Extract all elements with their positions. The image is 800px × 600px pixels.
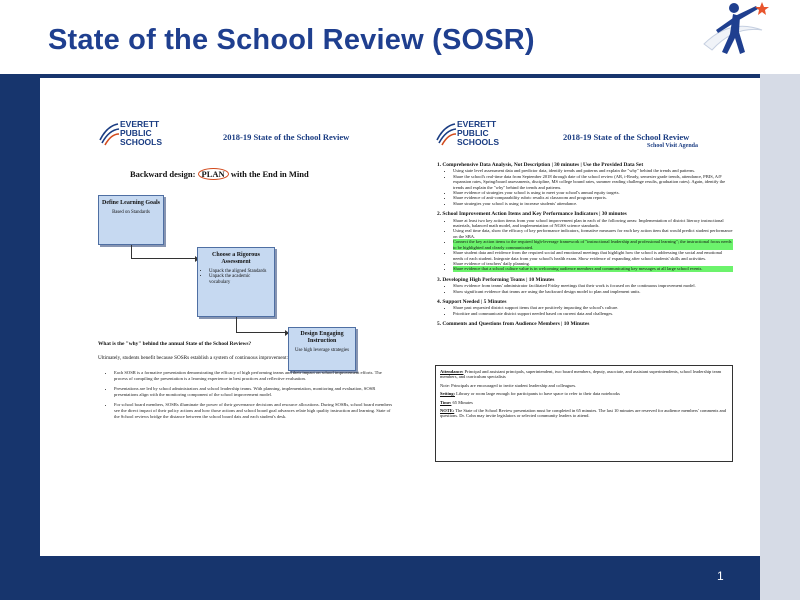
agenda-item: • Show evidence from teams' administrator facilitated Friday meetings that their work is focused on the continuous improvement model. (453, 283, 733, 288)
agenda-item-list (437, 168, 733, 206)
agenda-section (437, 299, 733, 316)
logo-line: PUBLIC (120, 128, 152, 138)
logo-line: EVERETT (457, 119, 497, 129)
flow-box-subtitle: Use high leverage strategies (295, 347, 349, 353)
final-note-text: The State of the School Review presentation must be completed in 65 minutes. The last 10 minutes are reserved for audience members' comments and questions. Dr. Cohn may invite legislators or selected community leaders to attend. (440, 408, 726, 419)
document-image-panel (40, 78, 760, 556)
why-bullet-list (108, 370, 394, 424)
agenda-item: • Share the school's real-time data from September 2018 through date of the school review (AR, i-Ready, semester grade trends, attendance, PBIS, A/F expansion rates, Spring/board assessments, discipline, MS college bound rates, summer reading challenge results, graduation rates). Again, identify the trends and explain the "why" behind the trends and patterns. (453, 174, 733, 190)
flow-box-subtitle: Based on Standards (112, 209, 150, 215)
flow-box-choose-assessment (197, 247, 275, 317)
agenda-section-title: 1. Comprehensive Data Analysis, Not Description | 30 minutes | Use the Provided Data Set (437, 162, 644, 168)
agenda-section-title: 4. Support Needed | 5 Minutes (437, 298, 507, 305)
why-heading: What is the "why" behind the annual State of the School Reviews? (98, 341, 252, 347)
flow-box-title: Define Learning Goals (102, 200, 160, 206)
agenda-item: • Using state level assessment data and predictor data, identify trends and patterns and explain the "why" behind the trends and patterns. (453, 168, 733, 173)
flow-box-bullets (201, 269, 271, 286)
agenda-section-title: 2. School Improvement Action Items and Key Performance Indicators | 30 minutes (437, 211, 627, 218)
district-logo-icon (435, 120, 457, 146)
agenda-item: • Share student data and evidence from the required social and emotional meetings that highlight how the school is addressing the social and emotional needs of each student. Integrate data from your school's health exam. Show evidence of expanding after school students' skills and activities. (453, 250, 733, 261)
logo-line: SCHOOLS (120, 137, 163, 147)
note-paragraph: Note: Principals are encouraged to invite student leadership and colleagues. (440, 382, 577, 388)
flow-box-design-instruction (288, 327, 356, 371)
agenda-item: • Using real time data, show the efficacy of key performance indicators, formative measures for each key action item that would predict student performance on the SBA. (453, 228, 733, 239)
agenda-item: • Share evidence of anti-comparability rubric results at classroom and program reports. (453, 195, 733, 200)
agenda-item-list (437, 218, 733, 272)
attendance-label: Attendance: (440, 369, 464, 374)
agenda-item: • Share past requested district support items that are positively impacting the school's culture. (453, 305, 733, 310)
agenda-item: • Share evidence of strategies your school is using to meet your school's annual equity targets. (453, 190, 733, 195)
why-bullet: • For school board members, SOSRs illuminate the power of their governance decisions and resource allocations. During SOSRs, school board members see the direct impact of their policy actions and how those actions and school board goal advances relate high quality instruction and learning. State of the School reviews bridge the distance between the school board dais and each student's desk. (114, 402, 394, 419)
flow-box-title: Design Engaging Instruction (300, 331, 344, 344)
time-text: 65 Minutes (451, 399, 473, 405)
agenda-item-list (437, 305, 733, 316)
district-logo-icon (98, 120, 120, 146)
agenda-item: • Share evidence of teachers' daily planning. (453, 261, 733, 266)
agenda-section-title: 5. Comments and Questions from Audience Members | 10 Minutes (437, 321, 590, 328)
time-label: Time: (440, 399, 452, 405)
agenda-item: • Share strategies your school is using to increase students' attendance. (453, 201, 733, 206)
agenda-item: • Show significant evidence that teams are using the backward design model to plan and implement units. (453, 289, 733, 294)
agenda-item-highlighted: • Share evidence that a school culture value is in welcoming audience members and communicating key messages at all large school events. (453, 266, 733, 271)
right-page-heading: 2018-19 State of the School Review (563, 132, 690, 142)
agenda-item-highlighted: • Connect the key action items to the required high-leverage framework of "instructional leadership and professional learning"; the instructional focus needs to be highlighted and clearly communicated. (453, 239, 733, 250)
flow-bullet: • Unpack the aligned Standards (209, 269, 271, 275)
logo-line: SCHOOLS (457, 137, 500, 147)
right-page-subheading: School Visit Agenda (647, 143, 699, 149)
backward-design-prefix: Backward design: (130, 169, 198, 179)
agenda-item: • Share at least two key action items from your school improvement plan in each of the following areas: Implementation of district literacy instructional materials, balanced math model, and implementation of NGSS science standards. (453, 218, 733, 229)
district-logo (98, 118, 198, 152)
logo-line: EVERETT (120, 119, 160, 129)
agenda-item-list (437, 283, 733, 294)
setting-text: Library or room large enough for participants to have space to refer to their data notebooks (455, 391, 620, 397)
reaching-person-logo (700, 0, 770, 58)
district-logo (435, 118, 535, 152)
agenda-section (437, 162, 733, 206)
slide-title: State of the School Review (SOSR) (48, 24, 535, 56)
attendance-paragraph (440, 369, 728, 380)
final-note-paragraph (440, 408, 728, 419)
setting-label: Setting: (440, 391, 455, 397)
district-logo-text (120, 120, 162, 147)
backward-design-title (130, 168, 309, 180)
agenda-item: • Prioritize and communicate district support needed based on current data and challenges. (453, 311, 733, 316)
setting-paragraph (440, 391, 728, 396)
flow-arrow (236, 317, 285, 333)
agenda-section-title: 3. Developing High Performing Teams | 10 Minutes (437, 276, 555, 283)
flow-bullet: • Unpack the academic vocabulary (209, 274, 271, 286)
logo-line: PUBLIC (457, 128, 489, 138)
flow-box-define-goals (98, 195, 164, 245)
agenda-sections (437, 157, 733, 328)
side-band (760, 74, 800, 600)
why-bullet: • Presentations are led by school administrators and school leadership teams. With planning, implementation, monitoring and evaluation, SOSR presentations align with the monitoring component of the school improvement model. (114, 386, 394, 397)
district-logo-text (457, 120, 499, 147)
agenda-section (437, 211, 733, 271)
left-page-heading: 2018-19 State of the School Review (223, 132, 350, 142)
attendance-text: Principal and assistant principals, superintendent, two board members, deputy, associate, and assistant superintendents, school leadership team members, and curriculum specialists (440, 369, 722, 380)
agenda-info-box (435, 365, 733, 462)
plan-circled-word: PLAN (198, 168, 229, 180)
agenda-section (437, 321, 733, 327)
why-bullet: • Each SOSR is a formative presentation demonstrating the efficacy of high performing teams and their impact on school improvement efforts. The process of compiling the presentation is a learning experience in best practices and reflective evaluation. (114, 370, 394, 381)
flow-arrow (131, 245, 195, 259)
final-note-label: NOTE: (440, 408, 455, 414)
backward-design-suffix: with the End in Mind (228, 169, 309, 179)
page-number: 1 (717, 569, 724, 583)
time-paragraph (440, 400, 728, 405)
agenda-section (437, 277, 733, 294)
why-intro: Ultimately, students benefit because SOSRs establish a system of continuous improvement: (98, 355, 288, 361)
flow-box-title: Choose a Rigorous Assessment (212, 252, 260, 265)
